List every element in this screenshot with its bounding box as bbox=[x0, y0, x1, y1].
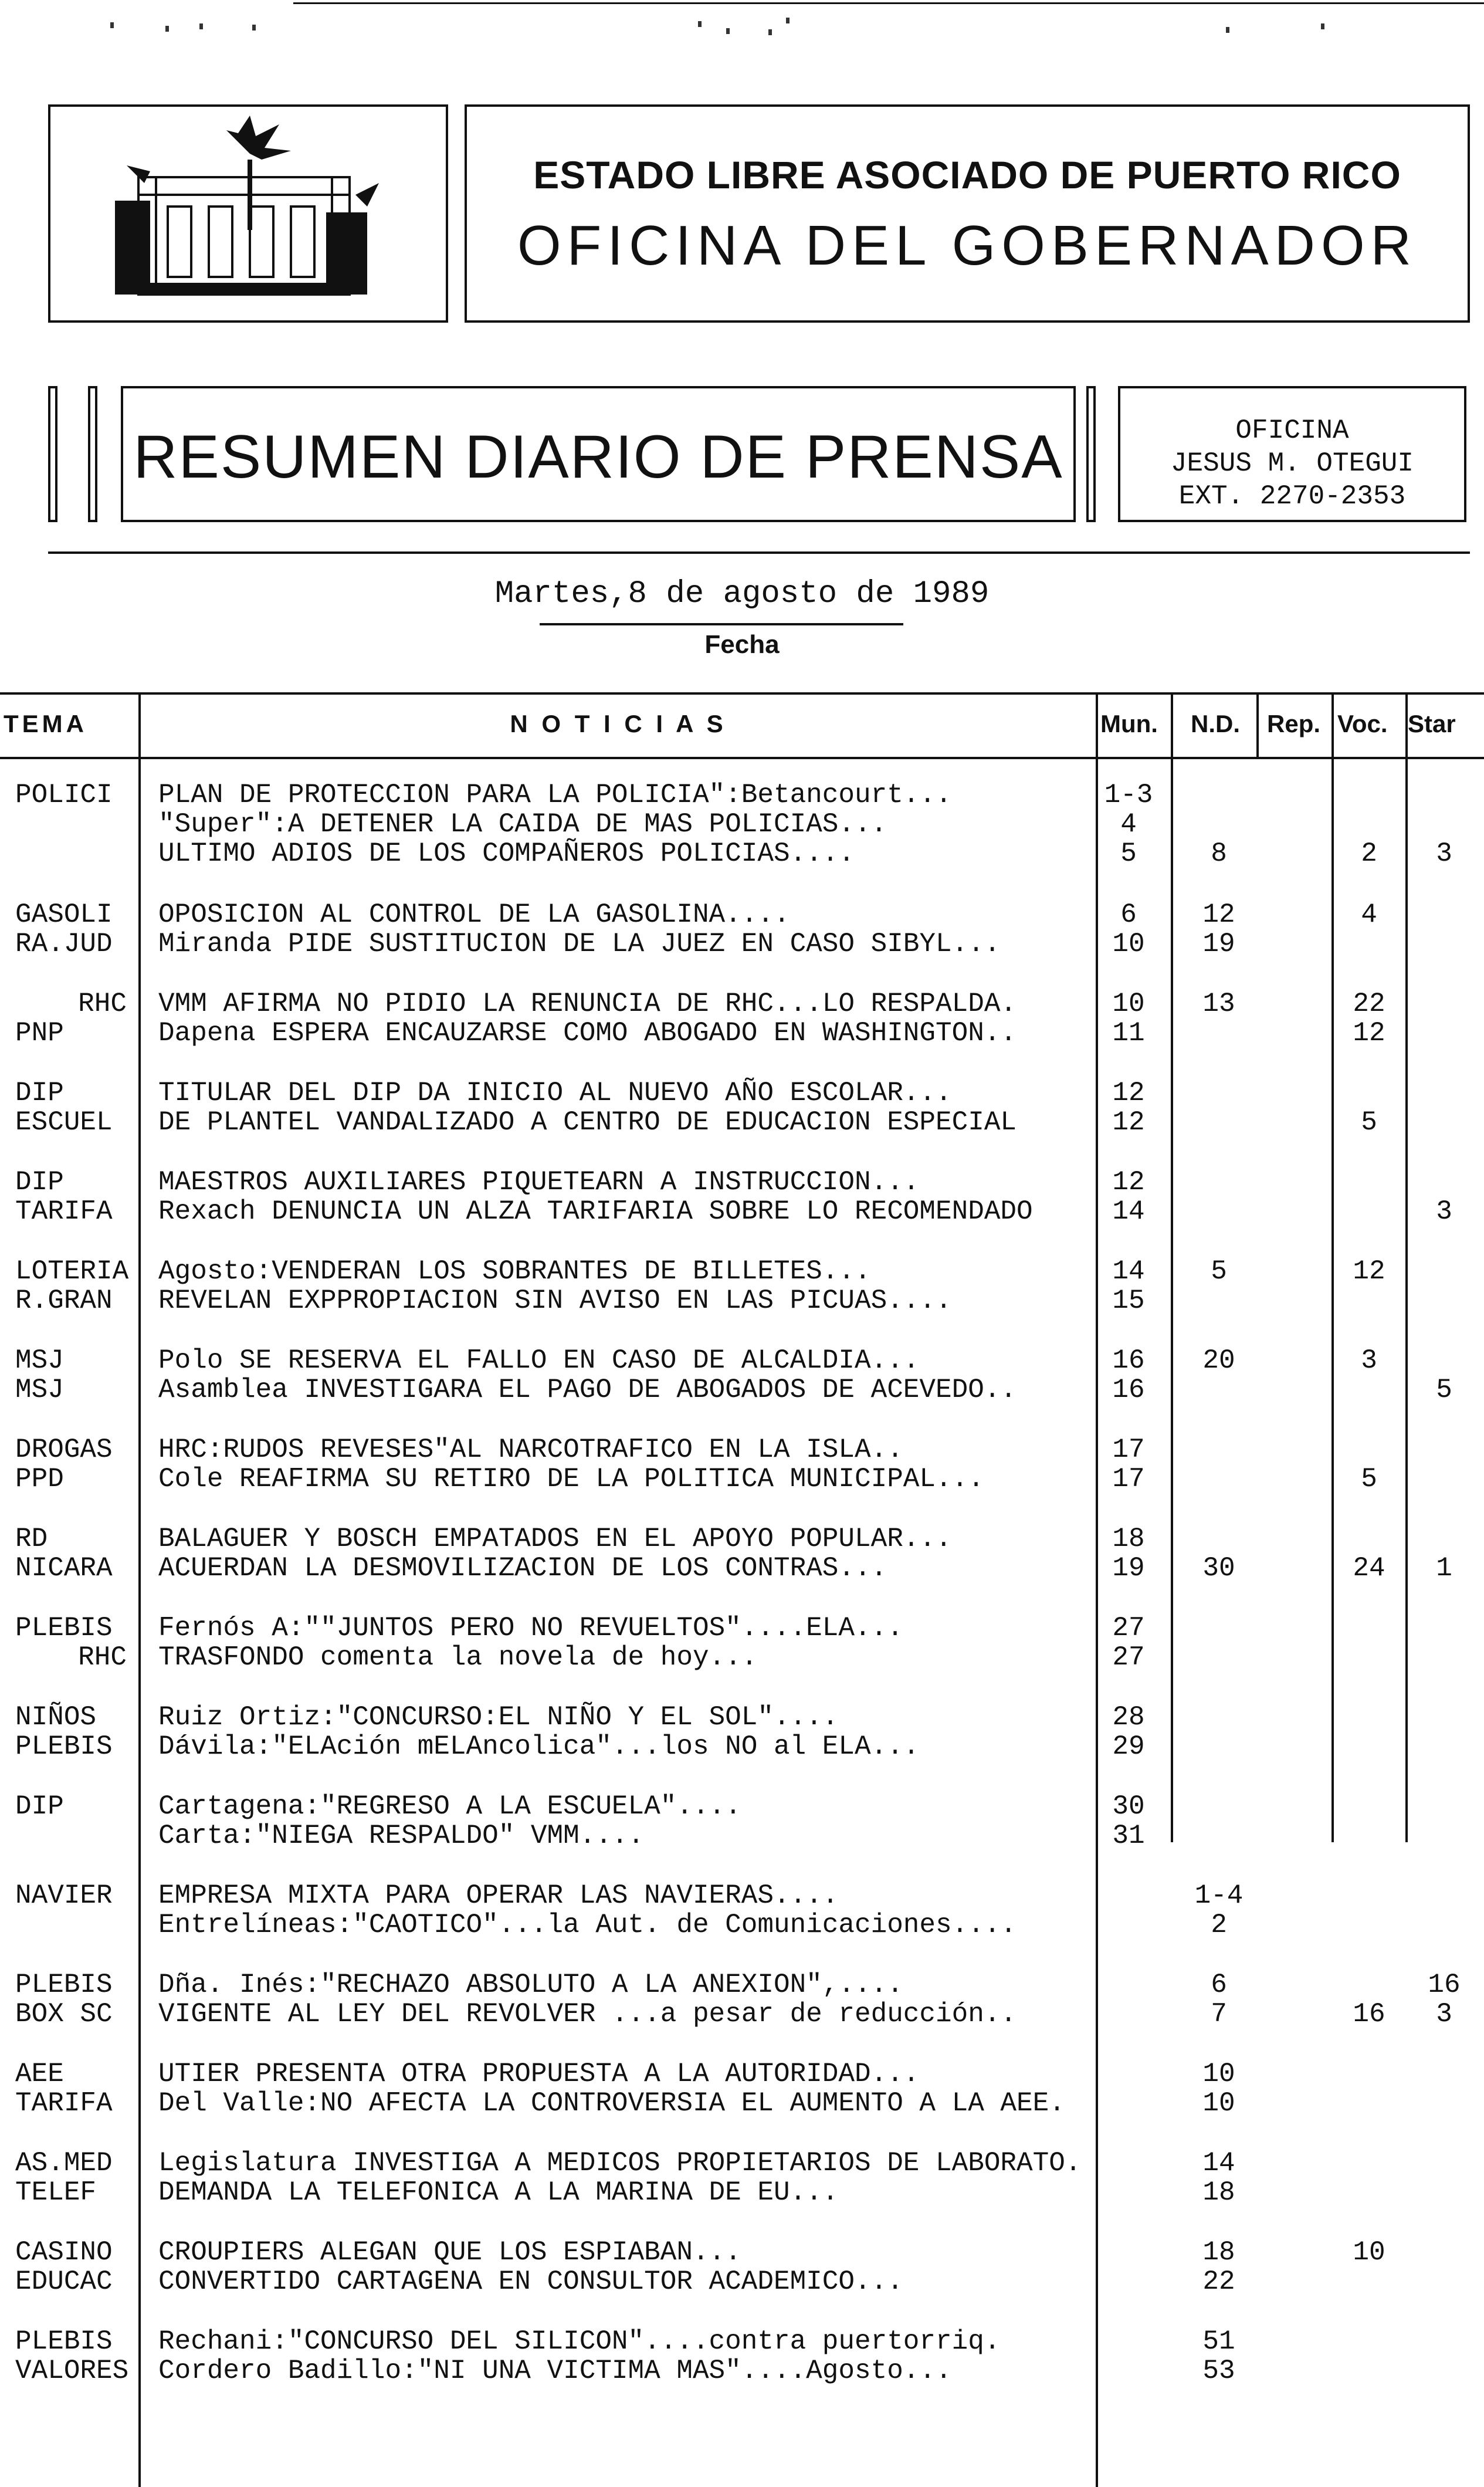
row-headline: Dávila:"ELAción mELAncolica"...los NO al ELA... bbox=[158, 1731, 920, 1762]
row-headline: Asamblea INVESTIGARA EL PAGO DE ABOGADOS DE ACEVEDO.. bbox=[158, 1375, 1017, 1405]
row-headline: Del Valle:NO AFECTA LA CONTROVERSIA EL AUMENTO A LA AEE. bbox=[158, 2088, 1065, 2119]
row-headline: Rexach DENUNCIA UN ALZA TARIFARIA SOBRE LO RECOMENDADO bbox=[158, 1196, 1033, 1227]
row-headline: Entrelíneas:"CAOTICO"...la Aut. de Comunicaciones.... bbox=[158, 1910, 1017, 1940]
banner-title: RESUMEN DIARIO DE PRENSA bbox=[133, 423, 1063, 491]
header-line-1: ESTADO LIBRE ASOCIADO DE PUERTO RICO bbox=[533, 153, 1401, 197]
row-headline: TRASFONDO comenta la novela de hoy... bbox=[158, 1642, 758, 1673]
row-headline: Cole REAFIRMA SU RETIRO DE LA POLITICA MUNICIPAL... bbox=[158, 1464, 984, 1494]
row-headline: Cartagena:"REGRESO A LA ESCUELA".... bbox=[158, 1791, 741, 1822]
row-nd-page: 2 bbox=[1211, 1910, 1227, 1940]
row-voc-page: 22 bbox=[1353, 989, 1385, 1019]
header-rep: Rep. bbox=[1267, 710, 1321, 737]
row-topic: RD bbox=[15, 1524, 48, 1554]
row-mun-page: 27 bbox=[1112, 1613, 1145, 1643]
row-headline: OPOSICION AL CONTROL DE LA GASOLINA.... bbox=[158, 899, 790, 930]
row-topic: DIP bbox=[15, 1167, 64, 1197]
row-voc-page: 5 bbox=[1361, 1107, 1377, 1138]
row-mun-page: 15 bbox=[1112, 1285, 1145, 1316]
row-topic: PLEBIS bbox=[15, 1613, 113, 1643]
row-headline: Rechani:"CONCURSO DEL SILICON"....contra puertorriq. bbox=[158, 2326, 1001, 2357]
row-mun-page: 29 bbox=[1112, 1731, 1145, 1762]
row-mun-page: 17 bbox=[1112, 1464, 1145, 1494]
row-topic: ESCUEL bbox=[15, 1107, 113, 1138]
row-topic: AS.MED bbox=[15, 2148, 113, 2178]
row-topic: BOX SC bbox=[15, 1999, 113, 2029]
header-divider bbox=[48, 551, 1470, 554]
header-voc: Voc. bbox=[1337, 710, 1388, 737]
row-nd-page: 13 bbox=[1202, 989, 1235, 1019]
row-topic: DIP bbox=[15, 1078, 64, 1108]
row-mun-page: 14 bbox=[1112, 1196, 1145, 1227]
header-noticias: N O T I C I A S bbox=[510, 710, 727, 737]
row-nd-page: 1-4 bbox=[1194, 1880, 1244, 1911]
row-nd-page: 51 bbox=[1202, 2326, 1235, 2357]
row-headline: CROUPIERS ALEGAN QUE LOS ESPIABAN... bbox=[158, 2237, 741, 2268]
row-headline: HRC:RUDOS REVESES"AL NARCOTRAFICO EN LA ISLA.. bbox=[158, 1434, 903, 1465]
col-divider-nd bbox=[1256, 692, 1259, 757]
row-headline: ULTIMO ADIOS DE LOS COMPAÑEROS POLICIAS.... bbox=[158, 838, 855, 869]
row-topic: MSJ bbox=[15, 1375, 64, 1405]
row-topic: R.GRAN bbox=[15, 1285, 113, 1316]
row-headline: Legislatura INVESTIGA A MEDICOS PROPIETARIOS DE LABORATO. bbox=[158, 2148, 1082, 2178]
row-voc-page: 24 bbox=[1353, 1553, 1385, 1583]
row-topic: MSJ bbox=[15, 1345, 64, 1376]
row-star-page: 3 bbox=[1436, 838, 1452, 869]
row-mun-page: 19 bbox=[1112, 1553, 1145, 1583]
row-voc-page: 10 bbox=[1353, 2237, 1385, 2268]
row-mun-page: 16 bbox=[1112, 1345, 1145, 1376]
row-nd-page: 30 bbox=[1202, 1553, 1235, 1583]
banner-bar-right-1 bbox=[1086, 386, 1096, 522]
row-topic: CASINO bbox=[15, 2237, 113, 2268]
row-nd-page: 5 bbox=[1211, 1256, 1227, 1287]
row-nd-page: 14 bbox=[1202, 2148, 1235, 2178]
row-headline: Cordero Badillo:"NI UNA VICTIMA MAS"....Agosto... bbox=[158, 2356, 952, 2386]
row-mun-page: 11 bbox=[1112, 1018, 1145, 1048]
row-voc-page: 5 bbox=[1361, 1464, 1377, 1494]
row-headline: UTIER PRESENTA OTRA PROPUESTA A LA AUTORIDAD... bbox=[158, 2059, 920, 2089]
col-divider-noticias bbox=[1096, 692, 1098, 2487]
fortaleza-logo-icon bbox=[50, 107, 446, 320]
date-label: Fecha bbox=[704, 630, 780, 659]
table-top-line bbox=[0, 692, 1484, 695]
row-topic: RHC bbox=[78, 1642, 127, 1673]
row-nd-page: 7 bbox=[1211, 1999, 1227, 2029]
row-voc-page: 3 bbox=[1361, 1345, 1377, 1376]
row-nd-page: 22 bbox=[1202, 2266, 1235, 2297]
header-mun: Mun. bbox=[1100, 710, 1158, 737]
row-headline: Miranda PIDE SUSTITUCION DE LA JUEZ EN CASO SIBYL... bbox=[158, 929, 1001, 959]
row-voc-page: 2 bbox=[1361, 838, 1377, 869]
header-nd: N.D. bbox=[1191, 710, 1240, 737]
row-headline: DEMANDA LA TELEFONICA A LA MARINA DE EU... bbox=[158, 2177, 839, 2208]
date-underline bbox=[540, 623, 903, 625]
row-headline: VMM AFIRMA NO PIDIO LA RENUNCIA DE RHC...LO RESPALDA. bbox=[158, 989, 1017, 1019]
row-nd-page: 10 bbox=[1202, 2059, 1235, 2089]
row-star-page: 3 bbox=[1436, 1196, 1452, 1227]
row-topic: AEE bbox=[15, 2059, 64, 2089]
header-title-box bbox=[465, 104, 1470, 323]
row-headline: EMPRESA MIXTA PARA OPERAR LAS NAVIERAS.... bbox=[158, 1880, 839, 1911]
office-box bbox=[1118, 386, 1466, 522]
row-mun-page: 30 bbox=[1112, 1791, 1145, 1822]
row-star-page: 5 bbox=[1436, 1375, 1452, 1405]
row-voc-page: 16 bbox=[1353, 1999, 1385, 2029]
row-topic: NAVIER bbox=[15, 1880, 113, 1911]
row-nd-page: 10 bbox=[1202, 2088, 1235, 2119]
banner-box bbox=[121, 386, 1076, 522]
row-voc-page: 12 bbox=[1353, 1256, 1385, 1287]
row-mun-page: 10 bbox=[1112, 929, 1145, 959]
row-mun-page: 12 bbox=[1112, 1107, 1145, 1138]
office-line-3: EXT. 2270-2353 bbox=[1178, 481, 1406, 512]
row-mun-page: 28 bbox=[1112, 1702, 1145, 1733]
row-star-page: 3 bbox=[1436, 1999, 1452, 2029]
row-topic: TARIFA bbox=[15, 1196, 113, 1227]
banner-bar-left-2 bbox=[88, 386, 97, 522]
row-headline: BALAGUER Y BOSCH EMPATADOS EN EL APOYO POPULAR... bbox=[158, 1524, 952, 1554]
row-topic: PLEBIS bbox=[15, 2326, 113, 2357]
row-topic: RA.JUD bbox=[15, 929, 113, 959]
row-topic: PPD bbox=[15, 1464, 64, 1494]
logo-box bbox=[48, 104, 448, 323]
row-mun-page: 16 bbox=[1112, 1375, 1145, 1405]
row-star-page: 16 bbox=[1428, 1970, 1461, 2000]
row-headline: Fernós A:""JUNTOS PERO NO REVUELTOS"....ELA... bbox=[158, 1613, 903, 1643]
row-nd-page: 12 bbox=[1202, 899, 1235, 930]
row-topic: NIÑOS bbox=[15, 1702, 97, 1733]
row-headline: VIGENTE AL LEY DEL REVOLVER ...a pesar de reducción.. bbox=[158, 1999, 1017, 2029]
col-divider-rep bbox=[1331, 692, 1334, 1842]
header-line-2: OFICINA DEL GOBERNADOR bbox=[517, 214, 1417, 277]
row-topic: GASOLI bbox=[15, 899, 113, 930]
row-nd-page: 19 bbox=[1202, 929, 1235, 959]
table-header-line bbox=[0, 757, 1484, 759]
row-nd-page: 53 bbox=[1202, 2356, 1235, 2386]
row-mun-page: 27 bbox=[1112, 1642, 1145, 1673]
row-topic: EDUCAC bbox=[15, 2266, 113, 2297]
row-mun-page: 12 bbox=[1112, 1078, 1145, 1108]
row-headline: Polo SE RESERVA EL FALLO EN CASO DE ALCALDIA... bbox=[158, 1345, 920, 1376]
row-mun-page: 1-3 bbox=[1104, 780, 1153, 810]
row-voc-page: 12 bbox=[1353, 1018, 1385, 1048]
row-topic: NICARA bbox=[15, 1553, 113, 1583]
row-nd-page: 18 bbox=[1202, 2177, 1235, 2208]
row-topic: DIP bbox=[15, 1791, 64, 1822]
row-mun-page: 4 bbox=[1120, 809, 1137, 840]
top-edge-line bbox=[293, 2, 1484, 4]
header-tema: TEMA bbox=[4, 710, 87, 737]
row-topic: TARIFA bbox=[15, 2088, 113, 2119]
row-nd-page: 8 bbox=[1211, 838, 1227, 869]
row-star-page: 1 bbox=[1436, 1553, 1452, 1583]
row-topic: DROGAS bbox=[15, 1434, 113, 1465]
banner-bar-left-1 bbox=[48, 386, 57, 522]
row-voc-page: 4 bbox=[1361, 899, 1377, 930]
row-nd-page: 6 bbox=[1211, 1970, 1227, 2000]
row-headline: TITULAR DEL DIP DA INICIO AL NUEVO AÑO ESCOLAR... bbox=[158, 1078, 952, 1108]
date-value: Martes,8 de agosto de 1989 bbox=[494, 576, 990, 612]
row-headline: Ruiz Ortiz:"CONCURSO:EL NIÑO Y EL SOL".... bbox=[158, 1702, 839, 1733]
row-headline: ACUERDAN LA DESMOVILIZACION DE LOS CONTRAS... bbox=[158, 1553, 887, 1583]
row-mun-page: 10 bbox=[1112, 989, 1145, 1019]
row-topic: RHC bbox=[78, 989, 127, 1019]
row-topic: PLEBIS bbox=[15, 1731, 113, 1762]
row-headline: MAESTROS AUXILIARES PIQUETEARN A INSTRUCCION... bbox=[158, 1167, 920, 1197]
header-star: Star bbox=[1408, 710, 1456, 737]
row-topic: POLICI bbox=[15, 780, 113, 810]
row-mun-page: 6 bbox=[1120, 899, 1137, 930]
row-topic: LOTERIA bbox=[15, 1256, 129, 1287]
row-headline: Dña. Inés:"RECHAZO ABSOLUTO A LA ANEXION",.... bbox=[158, 1970, 903, 2000]
row-headline: Dapena ESPERA ENCAUZARSE COMO ABOGADO EN WASHINGTON.. bbox=[158, 1018, 1017, 1048]
row-headline: PLAN DE PROTECCION PARA LA POLICIA":Betancourt... bbox=[158, 780, 952, 810]
row-headline: DE PLANTEL VANDALIZADO A CENTRO DE EDUCACION ESPECIAL bbox=[158, 1107, 1017, 1138]
row-mun-page: 18 bbox=[1112, 1524, 1145, 1554]
row-headline: Agosto:VENDERAN LOS SOBRANTES DE BILLETES... bbox=[158, 1256, 871, 1287]
row-headline: "Super":A DETENER LA CAIDA DE MAS POLICIAS... bbox=[158, 809, 887, 840]
row-headline: Carta:"NIEGA RESPALDO" VMM.... bbox=[158, 1821, 645, 1851]
row-headline: REVELAN EXPPROPIACION SIN AVISO EN LAS PICUAS.... bbox=[158, 1285, 952, 1316]
row-nd-page: 18 bbox=[1202, 2237, 1235, 2268]
row-mun-page: 14 bbox=[1112, 1256, 1145, 1287]
row-mun-page: 17 bbox=[1112, 1434, 1145, 1465]
row-mun-page: 5 bbox=[1120, 838, 1137, 869]
row-mun-page: 31 bbox=[1112, 1821, 1145, 1851]
row-topic: PNP bbox=[15, 1018, 64, 1048]
row-mun-page: 12 bbox=[1112, 1167, 1145, 1197]
row-topic: TELEF bbox=[15, 2177, 97, 2208]
row-headline: CONVERTIDO CARTAGENA EN CONSULTOR ACADEMICO... bbox=[158, 2266, 903, 2297]
office-line-2: JESUS M. OTEGUI bbox=[1170, 448, 1414, 479]
row-topic: VALORES bbox=[15, 2356, 129, 2386]
col-divider-tema bbox=[138, 692, 141, 2487]
row-nd-page: 20 bbox=[1202, 1345, 1235, 1376]
row-topic: PLEBIS bbox=[15, 1970, 113, 2000]
office-line-1: OFICINA bbox=[1235, 415, 1349, 446]
